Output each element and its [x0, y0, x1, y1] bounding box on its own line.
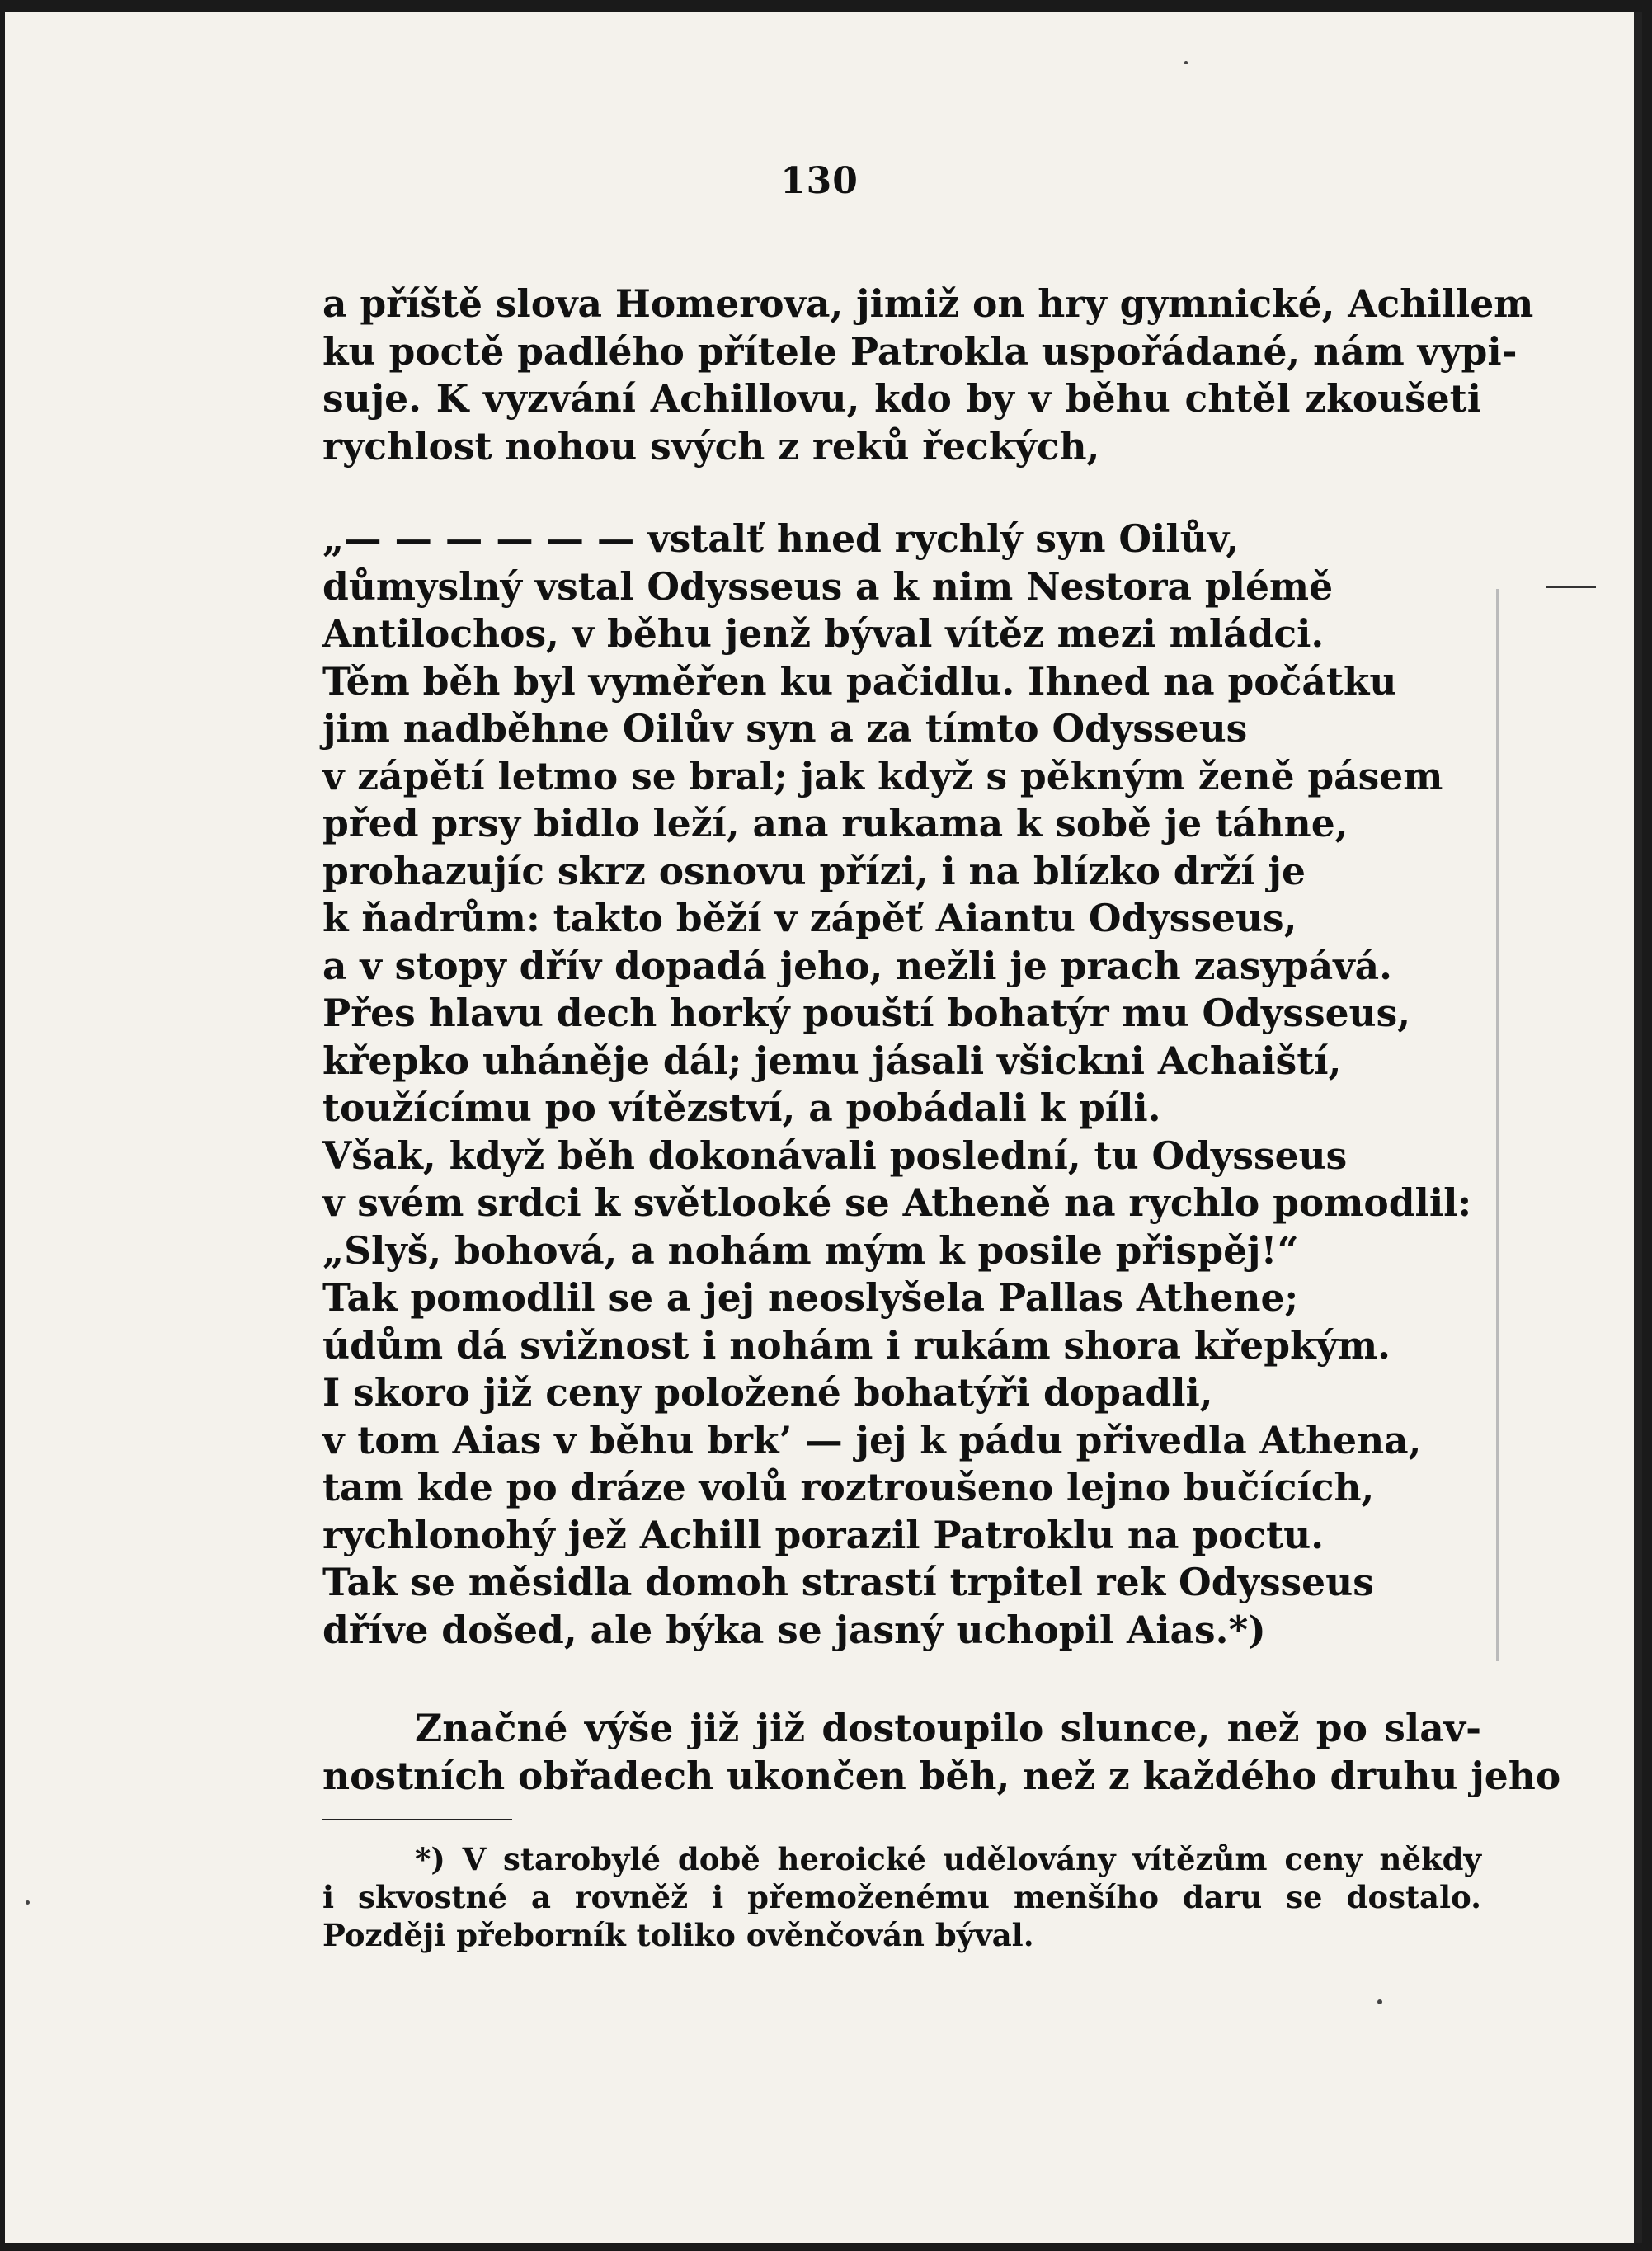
- scan-artifact-line: [1546, 586, 1596, 588]
- verse-line: a v stopy dřív dopadá jeho, nežli je prach zasypává.: [322, 943, 1392, 988]
- prose-line: suje. K vyzvání Achillovu, kdo by v běhu chtěl zkoušeti: [322, 376, 1481, 421]
- verse-line: Však, když běh dokonávali poslední, tu Odysseus: [322, 1133, 1348, 1178]
- prose-line: rychlost nohou svých z reků řeckých,: [322, 423, 1100, 469]
- verse-line: v svém srdci k světlooké se Atheně na rychlo pomodlil:: [322, 1180, 1472, 1225]
- verse-line: v zápětí letmo se bral; jak když s pěkným ženě pásem: [322, 753, 1443, 798]
- verse-line: Antilochos, v běhu jenž býval vítěz mezi mládci.: [322, 611, 1325, 656]
- footnote-line: i skvostné a rovněž i přemoženému menšího daru se dostalo.: [322, 1879, 1481, 1915]
- footnote-line: *) V starobylé době heroické udělovány vítězům ceny někdy: [415, 1841, 1481, 1877]
- scan-speck: [26, 1900, 30, 1905]
- scan-speck: [1184, 61, 1188, 64]
- footnote-divider: [322, 1819, 512, 1820]
- verse-line: Těm běh byl vyměřen ku pačidlu. Ihned na počátku: [322, 658, 1397, 704]
- verse-line: toužícímu po vítězství, a pobádali k píli.: [322, 1085, 1161, 1130]
- verse-line: Tak pomodlil se a jej neoslyšela Pallas Athene;: [322, 1275, 1299, 1320]
- verse-line: k ňadrům: takto běží v zápěť Aiantu Odysseus,: [322, 896, 1297, 940]
- scan-speck: [1377, 1999, 1382, 2004]
- verse-line: dříve došed, ale býka se jasný uchopil Aias.*): [322, 1607, 1266, 1652]
- verse-line: I skoro již ceny položené bohatýři dopadli,: [322, 1370, 1213, 1415]
- verse-line: v tom Aias v běhu brk’ — jej k pádu přivedla Athena,: [322, 1417, 1422, 1462]
- prose-line: nostních obřadech ukončen běh, než z každého druhu jeho: [322, 1753, 1561, 1798]
- verse-line: důmyslný vstal Odysseus a k nim Nestora plémě: [322, 563, 1334, 609]
- verse-line: údům dá svižnost i nohám i rukám shora křepkým.: [322, 1322, 1391, 1368]
- footnote: [322, 1840, 1481, 1954]
- verse-line: prohazujíc skrz osnovu přízi, i na blízko drží je: [322, 848, 1306, 893]
- page-number: 130: [780, 160, 859, 202]
- scan-artifact-line: [1496, 589, 1499, 1661]
- verse-line: Přes hlavu dech horký pouští bohatýr mu Odysseus,: [322, 991, 1411, 1035]
- verse-line: před prsy bidlo leží, ana rukama k sobě je táhne,: [322, 801, 1348, 845]
- verse-line: „— — — — — — vstalť hned rychlý syn Oilův,: [322, 516, 1240, 561]
- book-page: [5, 12, 1642, 2243]
- verse-line: „Slyš, bohová, a nohám mým k posile přispěj!“: [322, 1227, 1299, 1273]
- verse-line: jim nadběhne Oilův syn a za tímto Odysseus: [322, 706, 1248, 751]
- prose-line: ku poctě padlého přítele Patrokla uspořádané, nám vypi-: [322, 328, 1518, 374]
- verse-line: křepko uháněje dál; jemu jásali všickni Achaiští,: [322, 1038, 1342, 1083]
- intro-paragraph: [322, 280, 1534, 470]
- verse-line: Tak se měsidla domoh strastí trpitel rek Odysseus: [322, 1560, 1374, 1604]
- footnote-line: Později přeborník toliko ověnčován býval.: [322, 1917, 1034, 1953]
- closing-paragraph: [322, 1705, 1561, 1800]
- verse-line: tam kde po dráze volů roztroušeno lejno bučících,: [322, 1465, 1375, 1509]
- verse-quotation: [322, 516, 1481, 1654]
- prose-line: a příště slova Homerova, jimiž on hry gymnické, Achillem: [322, 281, 1534, 326]
- verse-line: rychlonohý jež Achill porazil Patroklu na poctu.: [322, 1512, 1325, 1557]
- prose-line: Značné výše již již dostoupilo slunce, než po slav-: [415, 1706, 1481, 1750]
